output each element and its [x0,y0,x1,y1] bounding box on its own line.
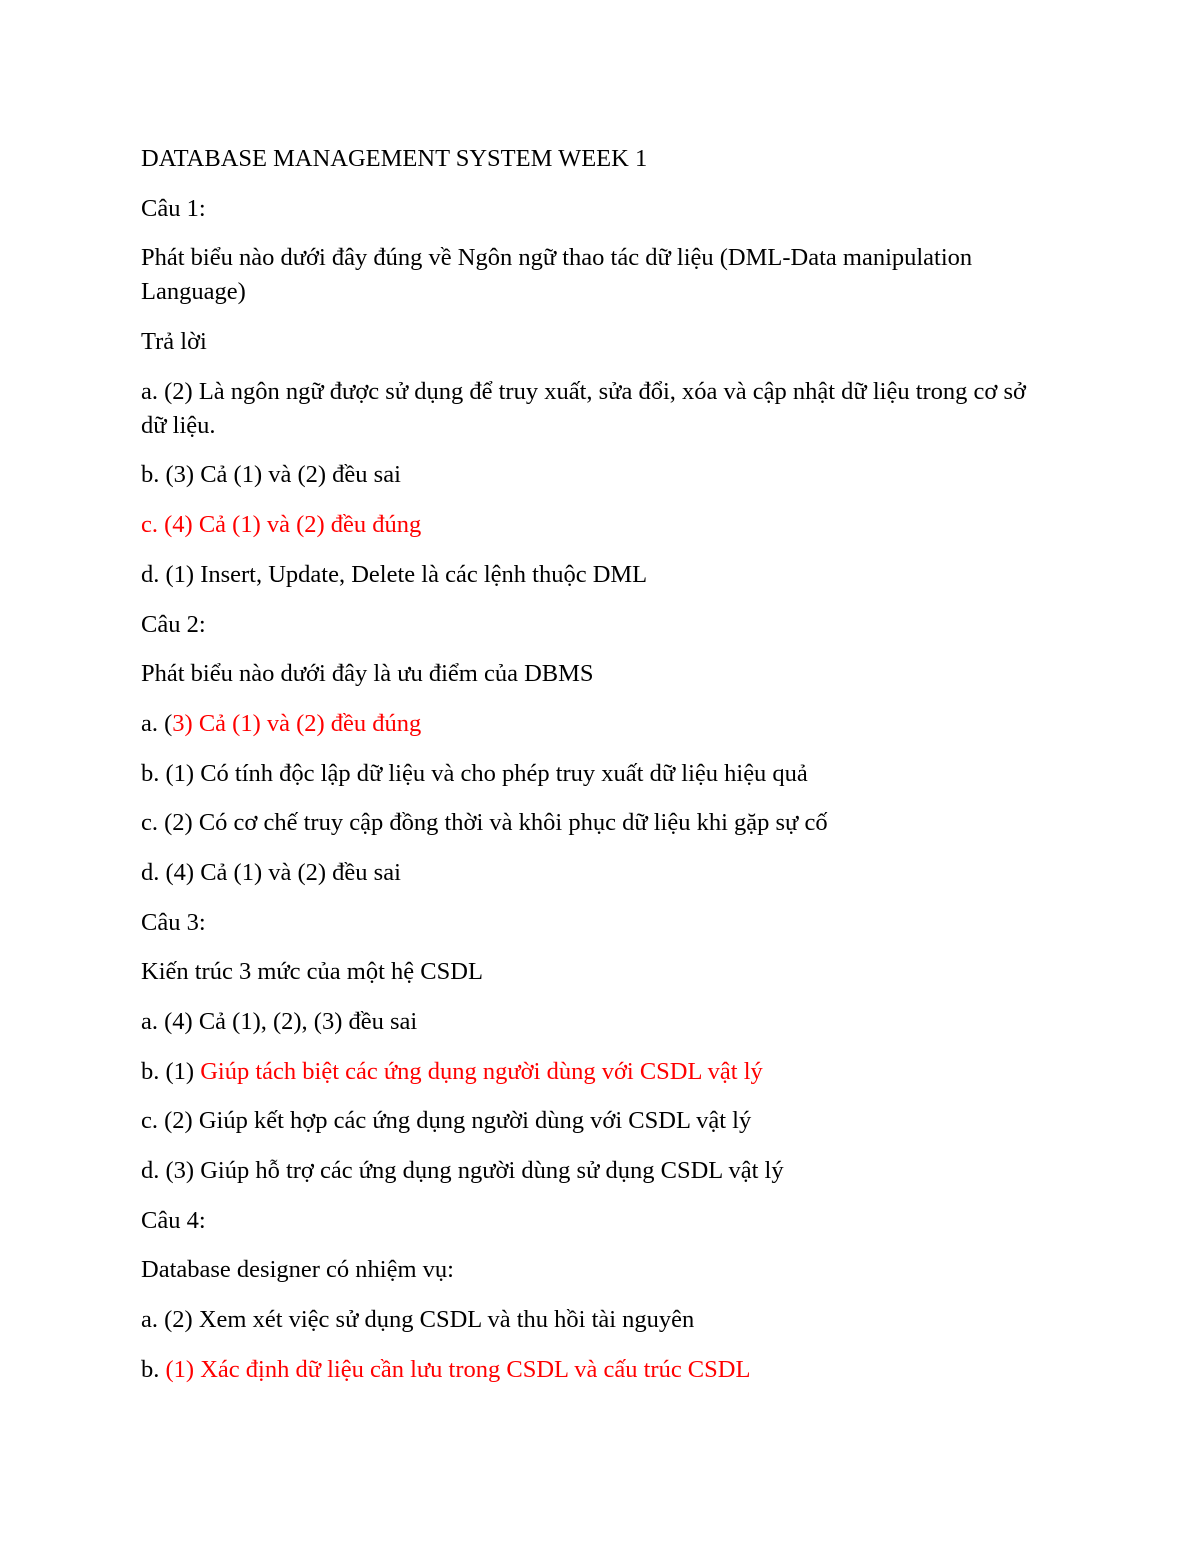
question-3-option-a: a. (4) Cả (1), (2), (3) đều sai [141,1008,418,1035]
document-content [141,142,1041,1403]
question-3-option-d: d. (3) Giúp hỗ trợ các ứng dụng người dùng sử dụng CSDL vật lý [141,1157,784,1185]
option-prefix: b. (1) [141,1057,201,1085]
document-title: DATABASE MANAGEMENT SYSTEM WEEK 1 [141,145,648,172]
answer-label: Trả lời [141,328,207,356]
question-1-label: Câu 1: [141,194,206,222]
question-3-text: Kiến trúc 3 mức của một hệ CSDL [141,958,483,986]
option-highlight: 3) Cả (1) và (2) đều đúng [172,709,422,737]
question-4-label: Câu 4: [141,1206,206,1234]
option-prefix: a. ( [141,709,173,737]
option-highlight: Giúp tách biệt các ứng dụng người dùng với CSDL vật lý [200,1057,763,1085]
question-2-option-a-correct [141,707,1041,741]
option-prefix: b. [141,1355,166,1383]
question-2-option-c: c. (2) Có cơ chế truy cập đồng thời và khôi phục dữ liệu khi gặp sự cố [141,809,828,837]
question-4-text: Database designer có nhiệm vụ: [141,1256,454,1284]
question-1-text: Phát biểu nào dưới đây đúng về Ngôn ngữ thao tác dữ liệu (DML-Data manipulation Language) [141,244,973,306]
question-1-option-d: d. (1) Insert, Update, Delete là các lệnh thuộc DML [141,560,648,588]
question-3-option-c: c. (2) Giúp kết hợp các ứng dụng người dùng với CSDL vật lý [141,1107,752,1135]
question-1-option-a: a. (2) Là ngôn ngữ được sử dụng để truy xuất, sửa đổi, xóa và cập nhật dữ liệu trong cơ sở dữ liệu. [141,377,1026,439]
question-2-label: Câu 2: [141,610,206,638]
option-highlight: (1) Xác định dữ liệu cần lưu trong CSDL và cấu trúc CSDL [165,1355,751,1383]
question-1-option-c-correct: c. (4) Cả (1) và (2) đều đúng [141,511,422,539]
question-4-option-a: a. (2) Xem xét việc sử dụng CSDL và thu hồi tài nguyên [141,1306,695,1334]
question-2-option-b: b. (1) Có tính độc lập dữ liệu và cho phép truy xuất dữ liệu hiệu quả [141,759,808,787]
question-1-option-b: b. (3) Cả (1) và (2) đều sai [141,461,401,489]
question-2-text: Phát biểu nào dưới đây là ưu điểm của DBMS [141,660,594,688]
question-3-label: Câu 3: [141,908,206,936]
question-2-option-d: d. (4) Cả (1) và (2) đều sai [141,858,401,886]
question-4-option-b-correct [141,1353,1041,1387]
question-3-option-b-correct [141,1055,1041,1089]
